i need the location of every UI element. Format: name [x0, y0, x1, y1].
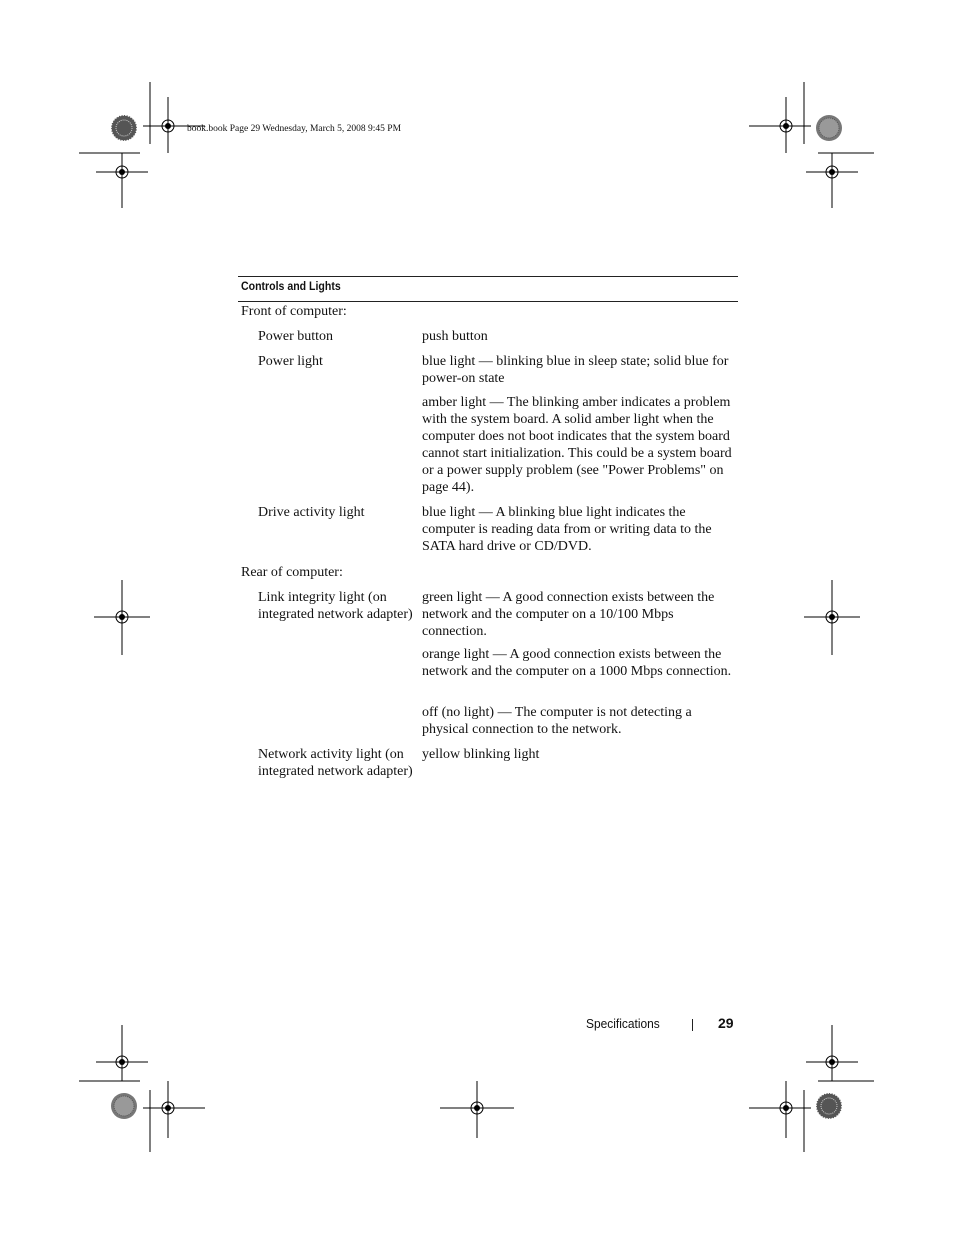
row-label-network-activity: Network activity light (on integrated network adapter)	[258, 747, 413, 779]
print-slug: book.book Page 29 Wednesday, March 5, 2008 9:45 PM	[187, 124, 402, 134]
table-top-rule	[238, 276, 738, 277]
page-number: 29	[718, 1015, 734, 1031]
row-label-power-button: Power button	[258, 329, 334, 344]
row-label-link-integrity: Link integrity light (on integrated network adapter)	[258, 590, 413, 622]
row-value-power-light-blue: blue light — blinking blue in sleep state; solid blue for power-on state	[422, 354, 729, 386]
row-value-drive-activity: blue light — A blinking blue light indicates the computer is reading data from or writing data to the SATA hard drive or CD/DVD.	[422, 505, 712, 554]
row-value-link-green: green light — A good connection exists between the network and the computer on a 10/100 Mbps connection.	[422, 590, 715, 639]
starburst-bottom-left	[111, 1093, 137, 1119]
row-value-link-orange: orange light — A good connection exists between the network and the computer on a 1000 Mbps connection.	[422, 647, 732, 679]
row-value-power-light-amber: amber light — The blinking amber indicates a problem with the system board. A solid amber light when the computer does not boot indicates that the system board cannot start initialization. This could be a system board or a power supply problem (see "Power Problems" on page 44).	[422, 395, 732, 495]
row-value-power-button: push button	[422, 329, 488, 344]
section-heading-front: Front of computer:	[241, 304, 347, 319]
footer-section-name: Specifications	[586, 1016, 660, 1031]
table-title: Controls and Lights	[241, 279, 341, 293]
row-label-power-light: Power light	[258, 354, 323, 369]
section-heading-rear: Rear of computer:	[241, 565, 343, 580]
starburst-top-left	[111, 115, 137, 141]
row-label-drive-activity: Drive activity light	[258, 505, 365, 520]
row-value-network-activity: yellow blinking light	[422, 747, 540, 762]
footer-separator	[692, 1019, 693, 1031]
starburst-top-right	[816, 115, 842, 141]
row-value-link-off: off (no light) — The computer is not detecting a physical connection to the network.	[422, 705, 692, 737]
table-header-rule	[238, 301, 738, 302]
starburst-bottom-right	[816, 1093, 842, 1119]
